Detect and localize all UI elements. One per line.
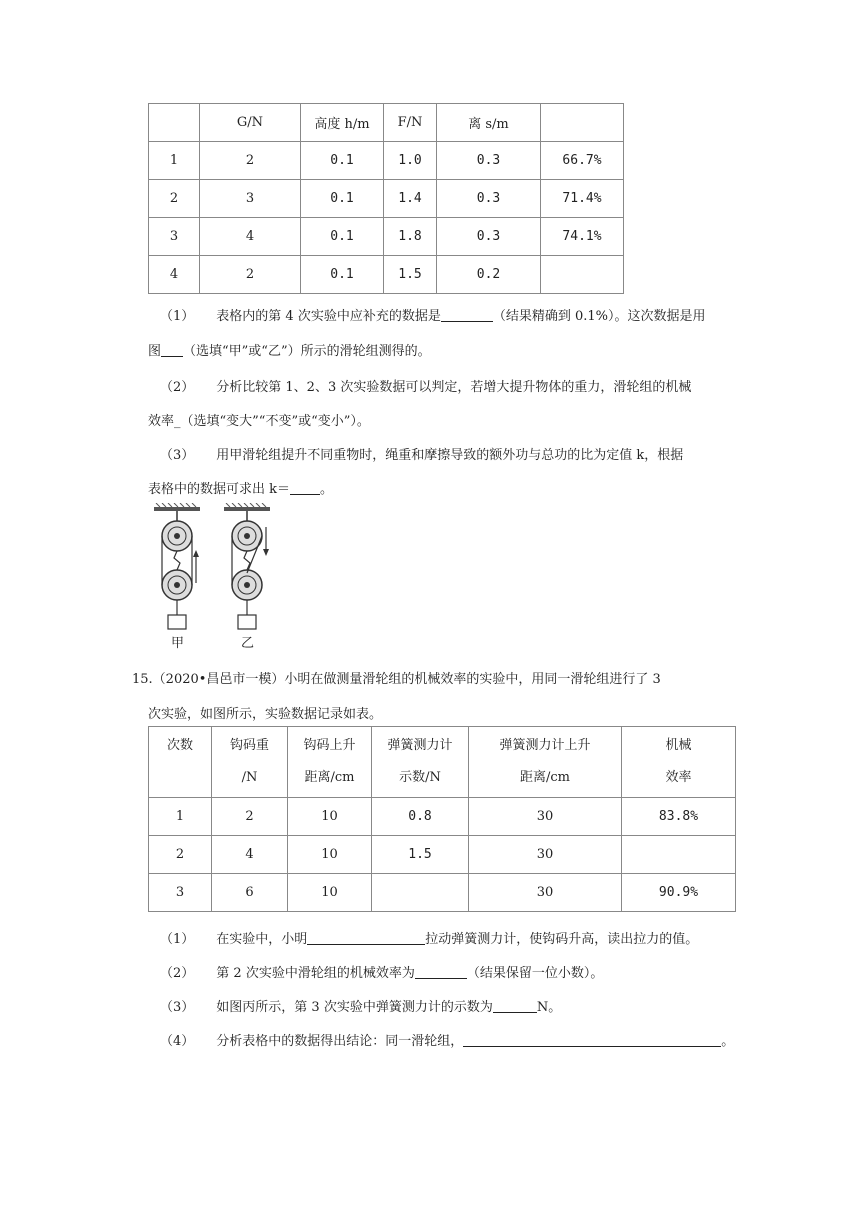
- table-cell: 1: [149, 142, 200, 180]
- answer-blank[interactable]: [307, 930, 425, 945]
- table-row: [149, 836, 736, 874]
- question-text: 第 2 次实验中滑轮组的机械效率为: [216, 966, 415, 981]
- table-header-cell: [212, 727, 288, 798]
- answer-blank[interactable]: [290, 480, 320, 495]
- table-row: [149, 180, 624, 218]
- table-header-row: [149, 104, 624, 142]
- table-cell: 6: [212, 874, 288, 912]
- table-cell: 3: [149, 218, 200, 256]
- question-text: 拉动弹簧测力计，使钩码升高，读出拉力的值。: [425, 932, 699, 947]
- header-line: 弹簧测力计上升: [499, 738, 591, 753]
- question-text: 如图丙所示，第 3 次实验中弹簧测力计的示数为: [216, 1000, 493, 1015]
- question-text: 分析比较第 1、2、3 次实验数据可以判定，若增大提升物体的重力，滑轮组的机械: [216, 380, 692, 395]
- table-header-cell: [288, 727, 372, 798]
- sub-question-number: （2）: [160, 380, 195, 395]
- table-header-cell: F/N: [384, 104, 437, 142]
- question-14-part-1-line-2: [148, 340, 431, 359]
- header-line: 钩码上升: [303, 738, 356, 753]
- table-cell: 10: [288, 798, 372, 836]
- answer-blank[interactable]: [415, 964, 467, 979]
- question-text: （结果精确到 0.1%）。这次数据是用: [492, 309, 706, 324]
- sub-question-number: （1）: [160, 932, 195, 947]
- table-cell: 1.0: [384, 142, 437, 180]
- pulley-system-right: [224, 503, 270, 651]
- table-header-cell: [149, 104, 200, 142]
- table-cell: [372, 874, 469, 912]
- table-cell: 66.7%: [541, 142, 624, 180]
- table-cell: 71.4%: [541, 180, 624, 218]
- table-cell: 30: [469, 836, 622, 874]
- table-cell: 10: [288, 836, 372, 874]
- figure-label-right: 乙: [241, 636, 255, 651]
- table-cell: 74.1%: [541, 218, 624, 256]
- table-cell: 2: [149, 180, 200, 218]
- table-cell: 3: [200, 180, 301, 218]
- header-line: 示数/N: [399, 770, 441, 785]
- question-text: 图: [148, 344, 162, 359]
- table-cell: 4: [149, 256, 200, 294]
- question-14-part-3-line-2: [148, 478, 333, 497]
- sub-question-number: （4）: [160, 1034, 195, 1049]
- header-line: 效率: [665, 770, 692, 785]
- table-row: [149, 142, 624, 180]
- table-cell: 10: [288, 874, 372, 912]
- question-15-part-3: [160, 996, 561, 1015]
- table-header-row: [149, 727, 736, 798]
- question-14-part-2-line-1: [160, 376, 691, 395]
- sub-question-number: （3）: [160, 1000, 195, 1015]
- table-cell: 83.8%: [622, 798, 736, 836]
- answer-blank[interactable]: [161, 342, 183, 357]
- table-cell: 4: [212, 836, 288, 874]
- table-header-cell: [622, 727, 736, 798]
- question-14-part-2-line-2: 效率_（选填“变大”“不变”或“变小”）。: [148, 414, 370, 429]
- question-14-part-3-line-1: [160, 444, 683, 463]
- table-header-cell: [469, 727, 622, 798]
- table-cell: 0.3: [437, 142, 541, 180]
- answer-blank[interactable]: [441, 307, 493, 322]
- table-cell: 4: [200, 218, 301, 256]
- table-cell: [622, 836, 736, 874]
- table-header-cell: 高度 h/m: [301, 104, 384, 142]
- question-15-intro-line-2: 次实验，如图所示，实验数据记录如表。: [148, 707, 383, 722]
- question-text: 。: [320, 482, 334, 497]
- question-14-part-1-line-1: [160, 305, 706, 324]
- header-line: /N: [241, 770, 258, 785]
- question-text: （选填“甲”或“乙”）所示的滑轮组测得的。: [183, 344, 431, 359]
- question-15-part-1: [160, 928, 698, 947]
- table-cell: 1.5: [384, 256, 437, 294]
- table-cell: 2: [212, 798, 288, 836]
- table-cell: 1.4: [384, 180, 437, 218]
- figure-label-left: 甲: [171, 636, 185, 651]
- header-line: 钩码重: [229, 738, 269, 753]
- answer-blank[interactable]: [463, 1032, 721, 1047]
- table-row: [149, 874, 736, 912]
- table-header-cell: [149, 727, 212, 798]
- table-header-cell: [541, 104, 624, 142]
- table-row: [149, 218, 624, 256]
- sub-question-number: （1）: [160, 309, 195, 324]
- question-text: 表格内的第 4 次实验中应补充的数据是: [216, 309, 441, 324]
- table-cell: 3: [149, 874, 212, 912]
- question-text: 分析表格中的数据得出结论：同一滑轮组，: [216, 1034, 464, 1049]
- table-cell: 0.2: [437, 256, 541, 294]
- sub-question-number: （3）: [160, 448, 195, 463]
- table-cell: 30: [469, 798, 622, 836]
- table-header-cell: G/N: [200, 104, 301, 142]
- table-cell: 2: [149, 836, 212, 874]
- table-cell: 0.8: [372, 798, 469, 836]
- table-cell: 1: [149, 798, 212, 836]
- table-cell: 0.3: [437, 180, 541, 218]
- question-text: （结果保留一位小数）。: [466, 966, 604, 981]
- table-cell: 2: [200, 142, 301, 180]
- table-cell: 0.1: [301, 256, 384, 294]
- header-line: 次数: [166, 738, 193, 753]
- table-cell: [541, 256, 624, 294]
- header-line: 机械: [665, 738, 692, 753]
- sub-question-number: （2）: [160, 966, 195, 981]
- table-cell: 2: [200, 256, 301, 294]
- table-cell: 0.1: [301, 180, 384, 218]
- question-text: N。: [536, 1000, 562, 1015]
- question-text: 。: [721, 1034, 735, 1049]
- question-15-part-2: [160, 962, 603, 981]
- question-text: 用甲滑轮组提升不同重物时，绳重和摩擦导致的额外功与总功的比为定值 k，根据: [216, 448, 684, 463]
- question-text: 在实验中，小明: [216, 932, 308, 947]
- data-table-2: [148, 726, 736, 912]
- header-line: 距离/cm: [520, 770, 570, 785]
- table-cell: 1.5: [372, 836, 469, 874]
- table-row: [149, 256, 624, 294]
- table-header-cell: 离 s/m: [437, 104, 541, 142]
- question-15-intro-line-1: 15.（2020•昌邑市一模）小明在做测量滑轮组的机械效率的实验中，用同一滑轮组进行了 3: [132, 672, 661, 687]
- table-cell: 1.8: [384, 218, 437, 256]
- data-table-1: [148, 103, 624, 294]
- table-cell: 0.1: [301, 218, 384, 256]
- question-text: 表格中的数据可求出 k＝: [148, 482, 291, 497]
- table-cell: 90.9%: [622, 874, 736, 912]
- header-line: 距离/cm: [304, 770, 355, 785]
- question-15-part-4: [160, 1030, 734, 1049]
- pulley-figure: [148, 503, 278, 653]
- pulley-system-left: [154, 503, 200, 651]
- table-header-cell: [372, 727, 469, 798]
- header-line: 弹簧测力计: [387, 738, 453, 753]
- table-cell: 30: [469, 874, 622, 912]
- table-cell: 0.1: [301, 142, 384, 180]
- answer-blank[interactable]: [493, 998, 537, 1013]
- table-row: [149, 798, 736, 836]
- table-cell: 0.3: [437, 218, 541, 256]
